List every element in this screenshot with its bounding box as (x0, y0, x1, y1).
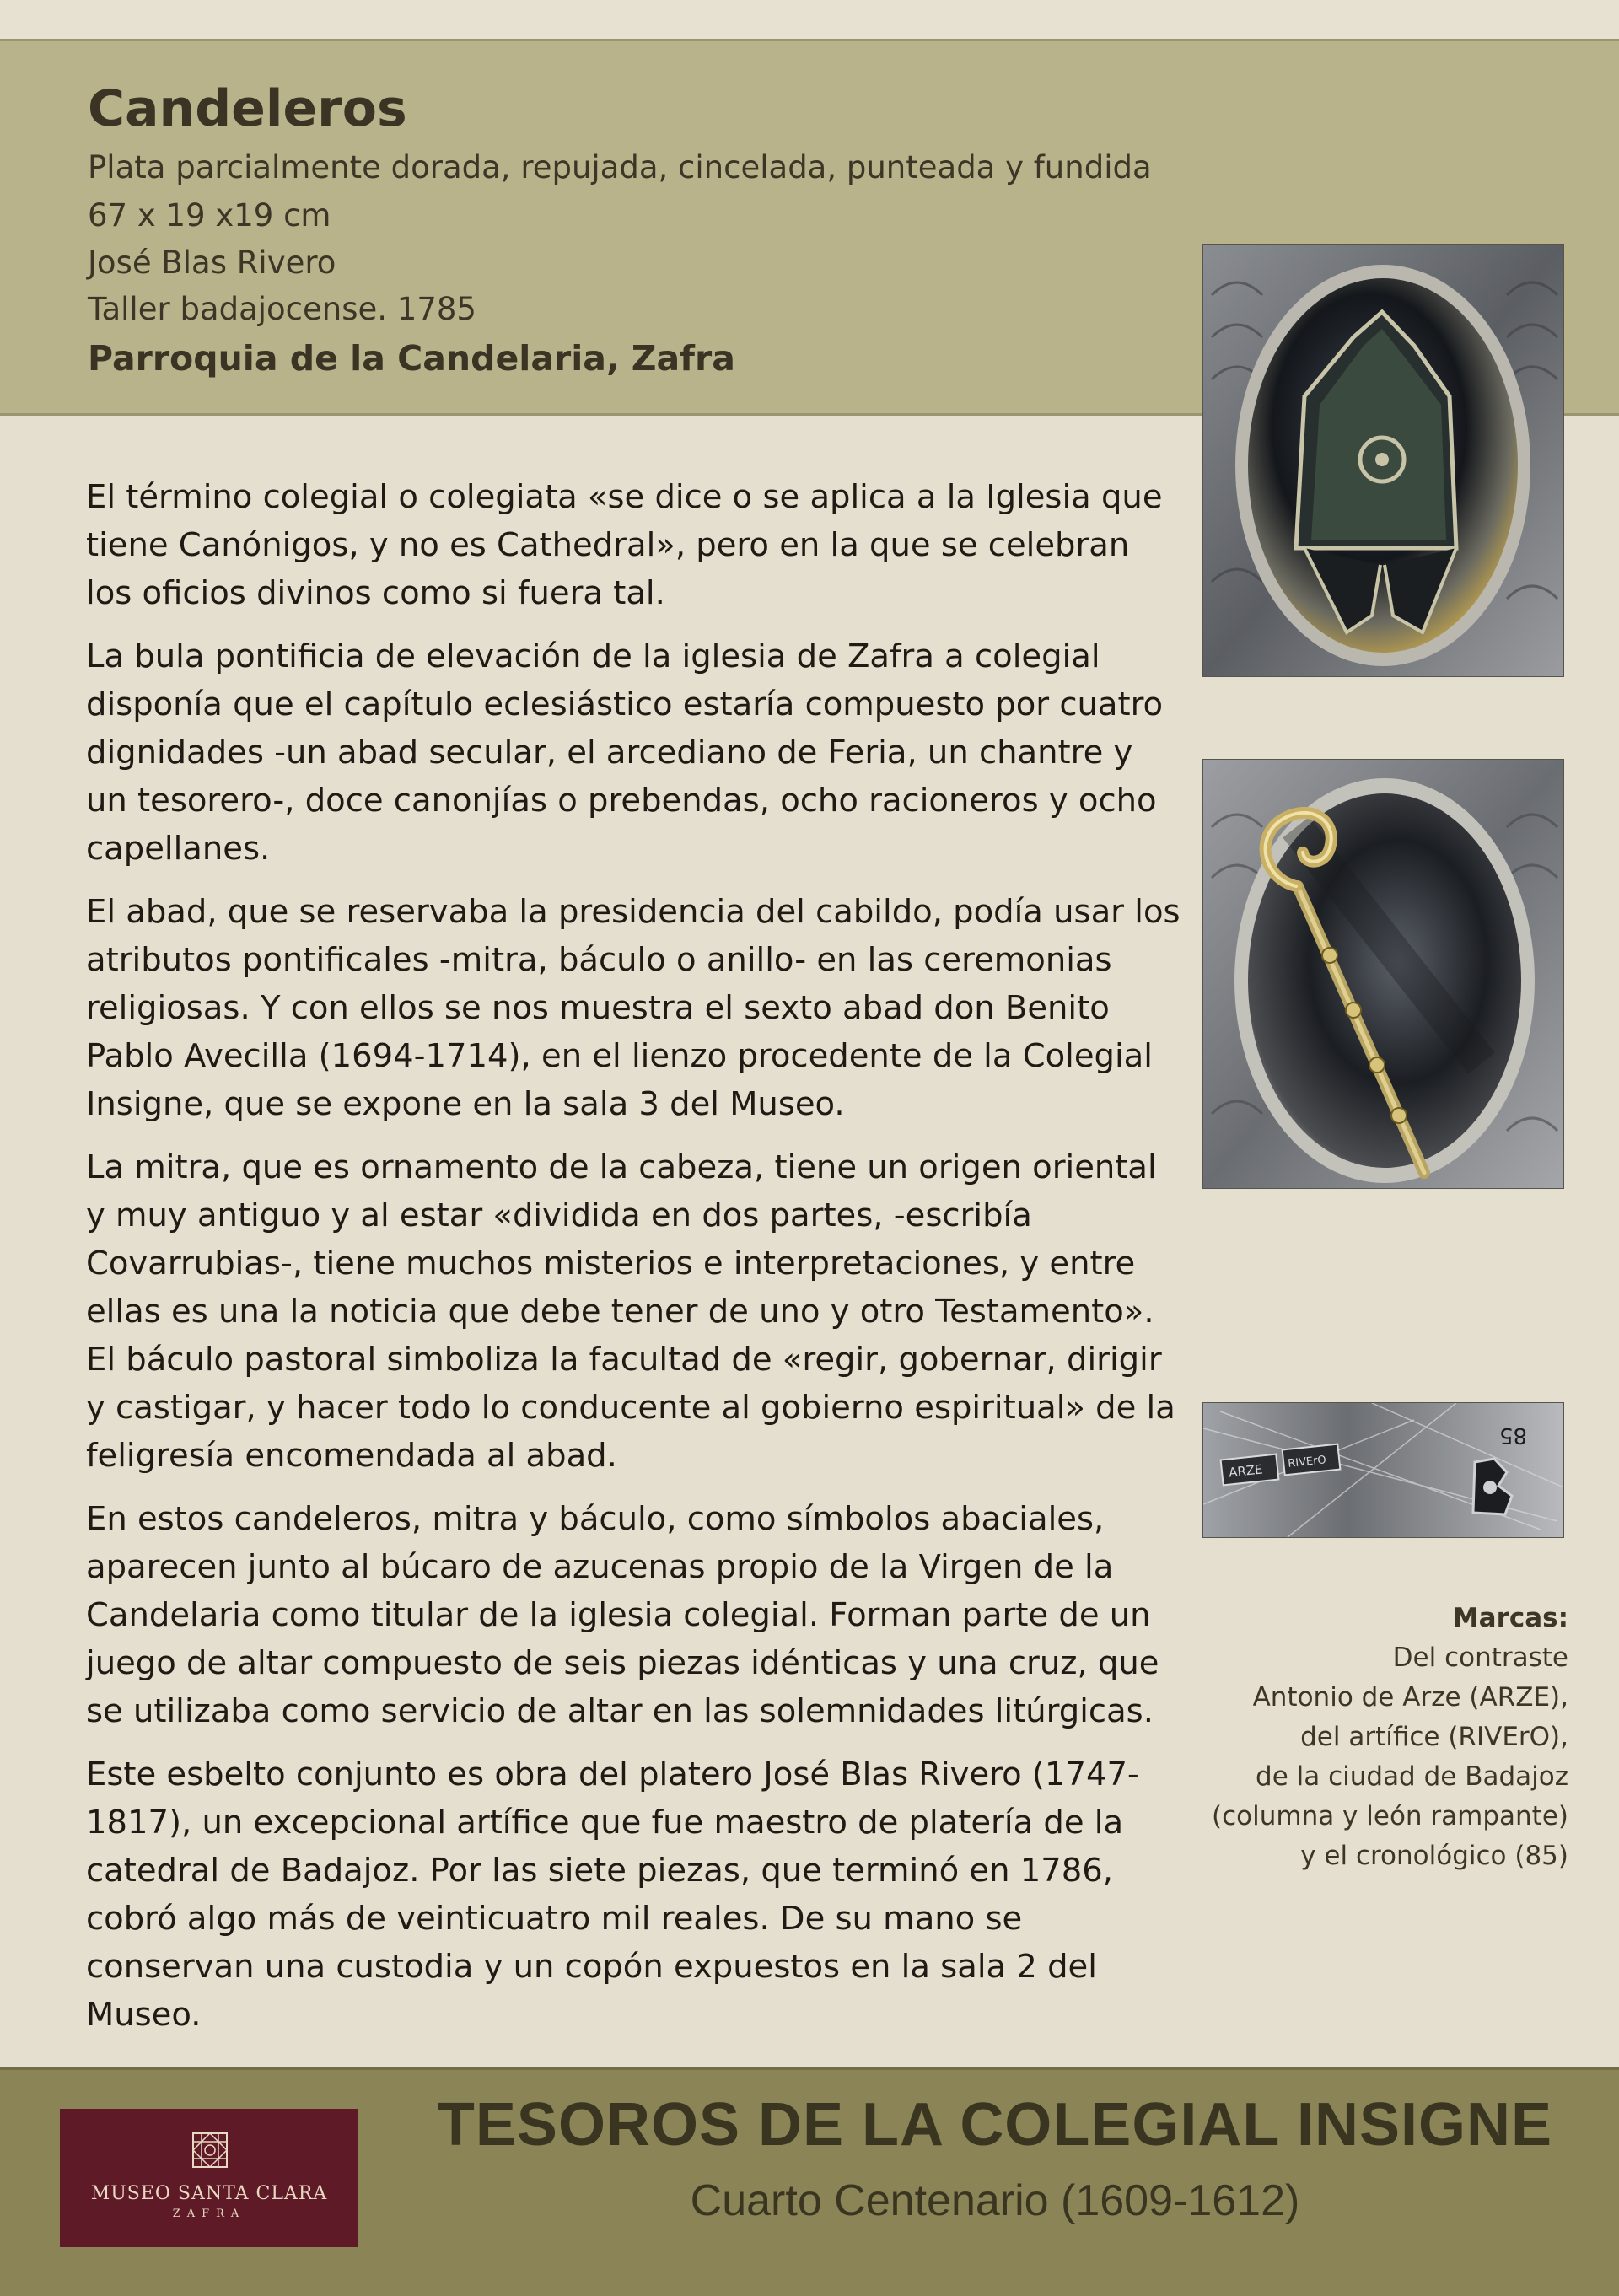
marks-caption (1181, 1599, 1568, 1876)
logo-subtitle: ZAFRA (172, 2207, 246, 2220)
paragraph: Este esbelto conjunto es obra del platero José Blas Rivero (1747-1817), un excepcional artífice que fue maestro de platería de la catedral de Badajoz. Por las siete piezas, que terminó en 1786, cobró algo más de veinticuatro mil reales. De su mano se conservan una custodia y un copón expuestos en la sala 2 del Museo. (86, 1756, 1139, 2034)
lattice-icon (191, 2131, 229, 2170)
marks-title: Marcas: (1452, 1603, 1568, 1633)
footer-subtitle: Cuarto Centenario (1609-1612) (690, 2176, 1300, 2225)
crozier-photo (1202, 759, 1564, 1189)
paragraph: El abad, que se reservaba la presidencia del cabildo, podía usar los atributos pontificales -mitra, báculo o anillo- en las ceremonias religiosas. Y con ellos se nos muestra el sexto abad don Benito Pablo Avecilla (1694-1714), en el lienzo procedente de la Colegial Insigne, que se expone en la sala 3 del Museo. (86, 893, 1181, 1123)
marks-line: del artífice (RIVErO), (1300, 1722, 1568, 1752)
page-title: Candeleros (88, 79, 407, 138)
hallmarks-illustration (1203, 1403, 1563, 1537)
marks-line: Del contraste (1392, 1643, 1568, 1673)
crozier-illustration (1203, 760, 1563, 1188)
workshop-line: Taller badajocense. 1785 (88, 291, 476, 327)
material-line: Plata parcialmente dorada, repujada, cincelada, punteada y fundida (88, 149, 1152, 186)
top-strip (0, 0, 1619, 41)
marks-line: y el cronológico (85) (1300, 1841, 1568, 1871)
body-text (86, 473, 1182, 2054)
footer-title: TESOROS DE LA COLEGIAL INSIGNE (437, 2091, 1553, 2159)
hallmarks-photo (1202, 1402, 1564, 1538)
museum-logo (60, 2109, 358, 2247)
marks-line: (columna y león rampante) (1212, 1801, 1568, 1831)
marks-line: de la ciudad de Badajoz (1256, 1761, 1568, 1792)
location-line: Parroquia de la Candelaria, Zafra (88, 338, 735, 379)
author-line: José Blas Rivero (88, 245, 336, 281)
paragraph: La bula pontificia de elevación de la iglesia de Zafra a colegial disponía que el capítulo eclesiástico estaría compuesto por cuatro dignidades -un abad secular, el arcediano de Feria, un chantre y un tesorero-, doce canonjías o prebendas, ocho racioneros y ocho capellanes. (86, 637, 1164, 868)
mitre-illustration (1203, 245, 1563, 676)
paragraph: En estos candeleros, mitra y báculo, como símbolos abaciales, aparecen junto al búcaro de azucenas propio de la Virgen de la Candelaria como titular de la iglesia colegial. Forman parte de un juego de altar compuesto de seis piezas idénticas y una cruz, que se utilizaba como servicio de altar en las solemnidades litúrgicas. (86, 1500, 1159, 1730)
hallmark-date: 85 (1498, 1422, 1527, 1448)
mitre-photo (1202, 244, 1564, 677)
logo-name: MUSEO SANTA CLARA (90, 2183, 328, 2204)
paragraph: El término colegial o colegiata «se dice o se aplica a la Iglesia que tiene Canónigos, y no es Cathedral», pero en la que se celebran los oficios divinos como si fuera tal. (86, 478, 1163, 612)
marks-line: Antonio de Arze (ARZE), (1252, 1682, 1568, 1713)
hallmark-rivero: RIVErO (1287, 1454, 1327, 1471)
dimensions-line: 67 x 19 x19 cm (88, 197, 331, 234)
paragraph: La mitra, que es ornamento de la cabeza, tiene un origen oriental y muy antiguo y al estar «dividida en dos partes, -escribía Covarrubias-, tiene muchos misterios e interpretaciones, y entre ellas es una la noticia que debe tener de uno y otro Testamento». El báculo pastoral simboliza la facultad de «regir, gobernar, dirigir y castigar, y hacer todo lo conducente al gobierno espiritual» de la feligresía encomendada al abad. (86, 1148, 1175, 1475)
hallmark-arze: ARZE (1228, 1461, 1264, 1481)
